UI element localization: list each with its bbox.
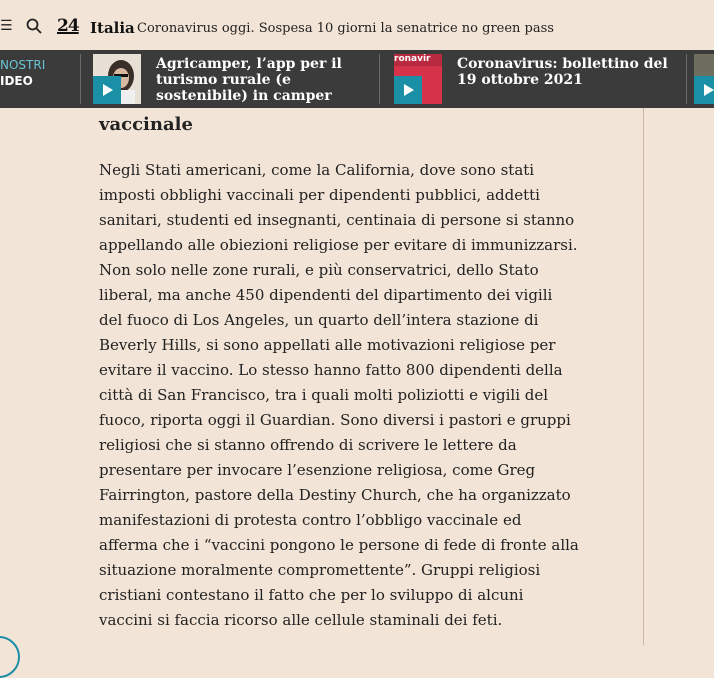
play-icon[interactable] (394, 76, 422, 104)
sidebar-divider (643, 108, 644, 645)
site-logo[interactable]: 24 (57, 16, 79, 36)
video-thumbnail[interactable] (694, 54, 714, 104)
video-section-label[interactable] (0, 57, 78, 89)
floating-button[interactable] (0, 636, 20, 678)
play-icon[interactable] (93, 76, 121, 104)
section-label[interactable]: Italia (90, 19, 135, 37)
video-label-line2: IDEO (0, 74, 33, 88)
video-title[interactable]: Coronavirus: bollettino del 19 ottobre 2021 (457, 56, 668, 88)
video-card[interactable] (394, 54, 684, 104)
top-navigation-bar (0, 0, 714, 50)
article-body (99, 112, 579, 633)
breaking-headline[interactable]: Coronavirus oggi. Sospesa 10 giorni la senatrice no green pass (137, 21, 554, 36)
hamburger-icon[interactable]: ☰ (0, 18, 13, 34)
article-subheading: vaccinale (99, 114, 193, 135)
video-title[interactable]: Agricamper, l’app per il turismo rurale (e sostenibile) in camper (156, 56, 342, 104)
divider (379, 54, 380, 104)
thumbnail-text: ronavir (394, 54, 431, 64)
video-thumbnail[interactable] (93, 54, 141, 104)
divider (80, 54, 81, 104)
play-icon[interactable] (694, 76, 714, 104)
search-icon[interactable] (26, 18, 42, 34)
divider (686, 54, 687, 104)
video-label-line1: NOSTRI (0, 58, 46, 72)
video-strip (0, 50, 714, 108)
video-card[interactable] (93, 54, 378, 104)
video-card-partial[interactable] (694, 54, 714, 104)
video-thumbnail[interactable] (394, 54, 442, 104)
article-paragraph: Negli Stati americani, come la California, dove sono stati imposti obblighi vaccinali per dipendenti pubblici, addetti sanitari, studenti ed insegnanti, centinaia di persone si stanno appellando alle obiezioni religiose per evitare di immunizzarsi. Non solo nelle zone rurali, e più conservatrici, dello Stato liberal, ma anche 450 dipendenti del dipartimento dei vigili del fuoco di Los Angeles, un quarto dell’intera stazione di Beverly Hills, si sono appellati alle motivazioni religiose per evitare il vaccino. Lo stesso hanno fatto 800 dipendenti della città di San Francisco, tra i quali molti poliziotti e vigili del fuoco, riporta oggi il Guardian. Sono diversi i pastori e gruppi religiosi che si stanno offrendo di scrivere le lettere da presentare per invocare l’esenzione religiosa, come Greg Fairrington, pastore della Destiny Church, che ha organizzato manifestazioni di protesta contro l’obbligo vaccinale ed afferma che i “vaccini pongono le persone di fede di fronte alla situazione moralmente compromettente”. Gruppi religiosi cristiani contestano il fatto che per lo sviluppo di alcuni vaccini si faccia ricorso alle cellule staminali dei feti. (99, 161, 579, 629)
